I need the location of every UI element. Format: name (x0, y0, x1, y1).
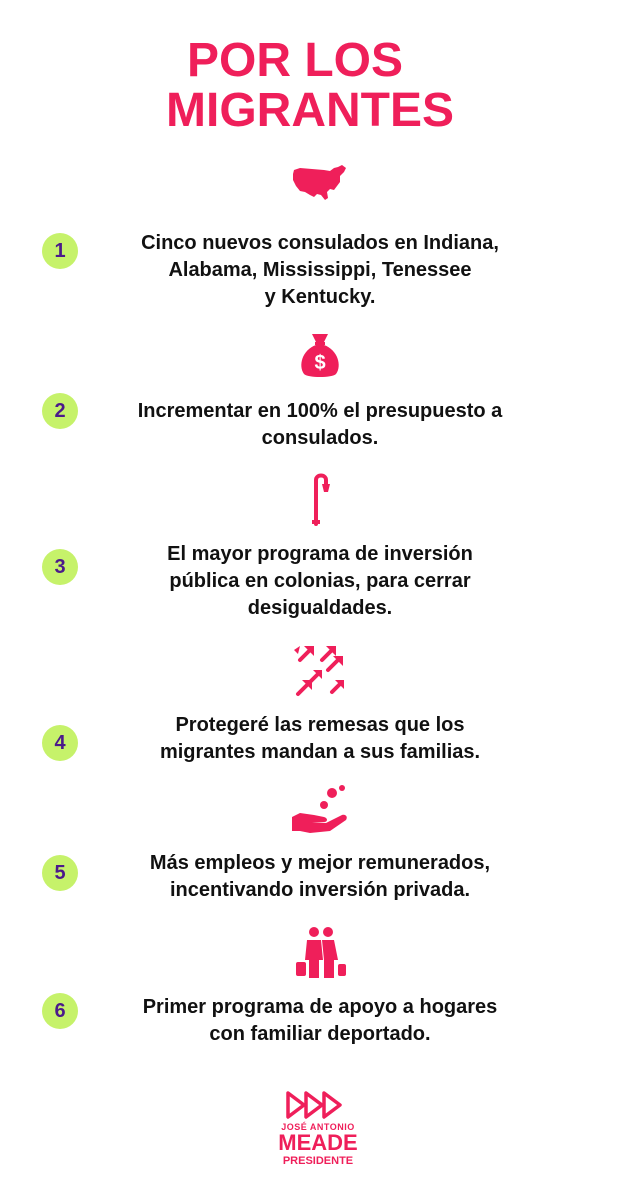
item-5-line-2: incentivando inversión privada. (169, 879, 471, 901)
campaign-logo (268, 1088, 368, 1178)
hand-coins-icon (290, 783, 350, 835)
item-2-text (88, 398, 552, 452)
item-2-line-1: Incrementar en 100% el presupuesto a (137, 400, 503, 422)
expanding-arrows-icon (290, 642, 350, 698)
logo-first-name: JOSÉ ANTONIO (281, 1122, 355, 1132)
number-badge-4: 4 (42, 725, 78, 761)
item-3-text (100, 541, 540, 622)
number-badge-5: 5 (42, 855, 78, 891)
number-badge-2: 2 (42, 393, 78, 429)
money-bag-icon (290, 330, 350, 380)
item-1-text (100, 230, 540, 311)
svg-text:$: $ (314, 352, 326, 374)
number-badge-1: 1 (42, 233, 78, 269)
item-4-line-1: Protegeré las remesas que los (175, 714, 465, 736)
item-2-line-2: consulados. (261, 427, 379, 449)
item-4-line-2: migrantes mandan a sus familias. (159, 741, 481, 763)
number-badge-3: 3 (42, 549, 78, 585)
logo-last-name: MEADE (278, 1130, 358, 1155)
number-badge-6: 6 (42, 993, 78, 1029)
triple-play-arrows-icon (284, 1088, 352, 1122)
item-5-line-1: Más empleos y mejor remunerados, (149, 852, 491, 874)
item-6-line-2: con familiar deportado. (209, 1023, 431, 1045)
item-6-text (100, 994, 540, 1048)
item-6-line-1: Primer programa de apoyo a hogares (142, 996, 498, 1018)
street-lamp-icon (290, 472, 350, 526)
item-4-text (100, 712, 540, 766)
item-3-line-1: El mayor programa de inversión (167, 543, 473, 565)
item-1-line-2: Alabama, Mississippi, Tenessee (168, 259, 472, 281)
item-1-line-1: Cinco nuevos consulados en Indiana, (141, 232, 499, 254)
family-icon (290, 924, 350, 980)
usa-map-icon (290, 162, 350, 206)
item-1-line-3: y Kentucky. (264, 286, 376, 308)
item-5-text (100, 850, 540, 904)
title-line-1: POR LOS (186, 34, 404, 87)
item-3-line-2: pública en colonias, para cerrar (169, 570, 471, 592)
item-3-line-3: desigualdades. (247, 597, 393, 619)
logo-role: PRESIDENTE (282, 1155, 354, 1167)
title-line-2: MIGRANTES (166, 84, 454, 137)
